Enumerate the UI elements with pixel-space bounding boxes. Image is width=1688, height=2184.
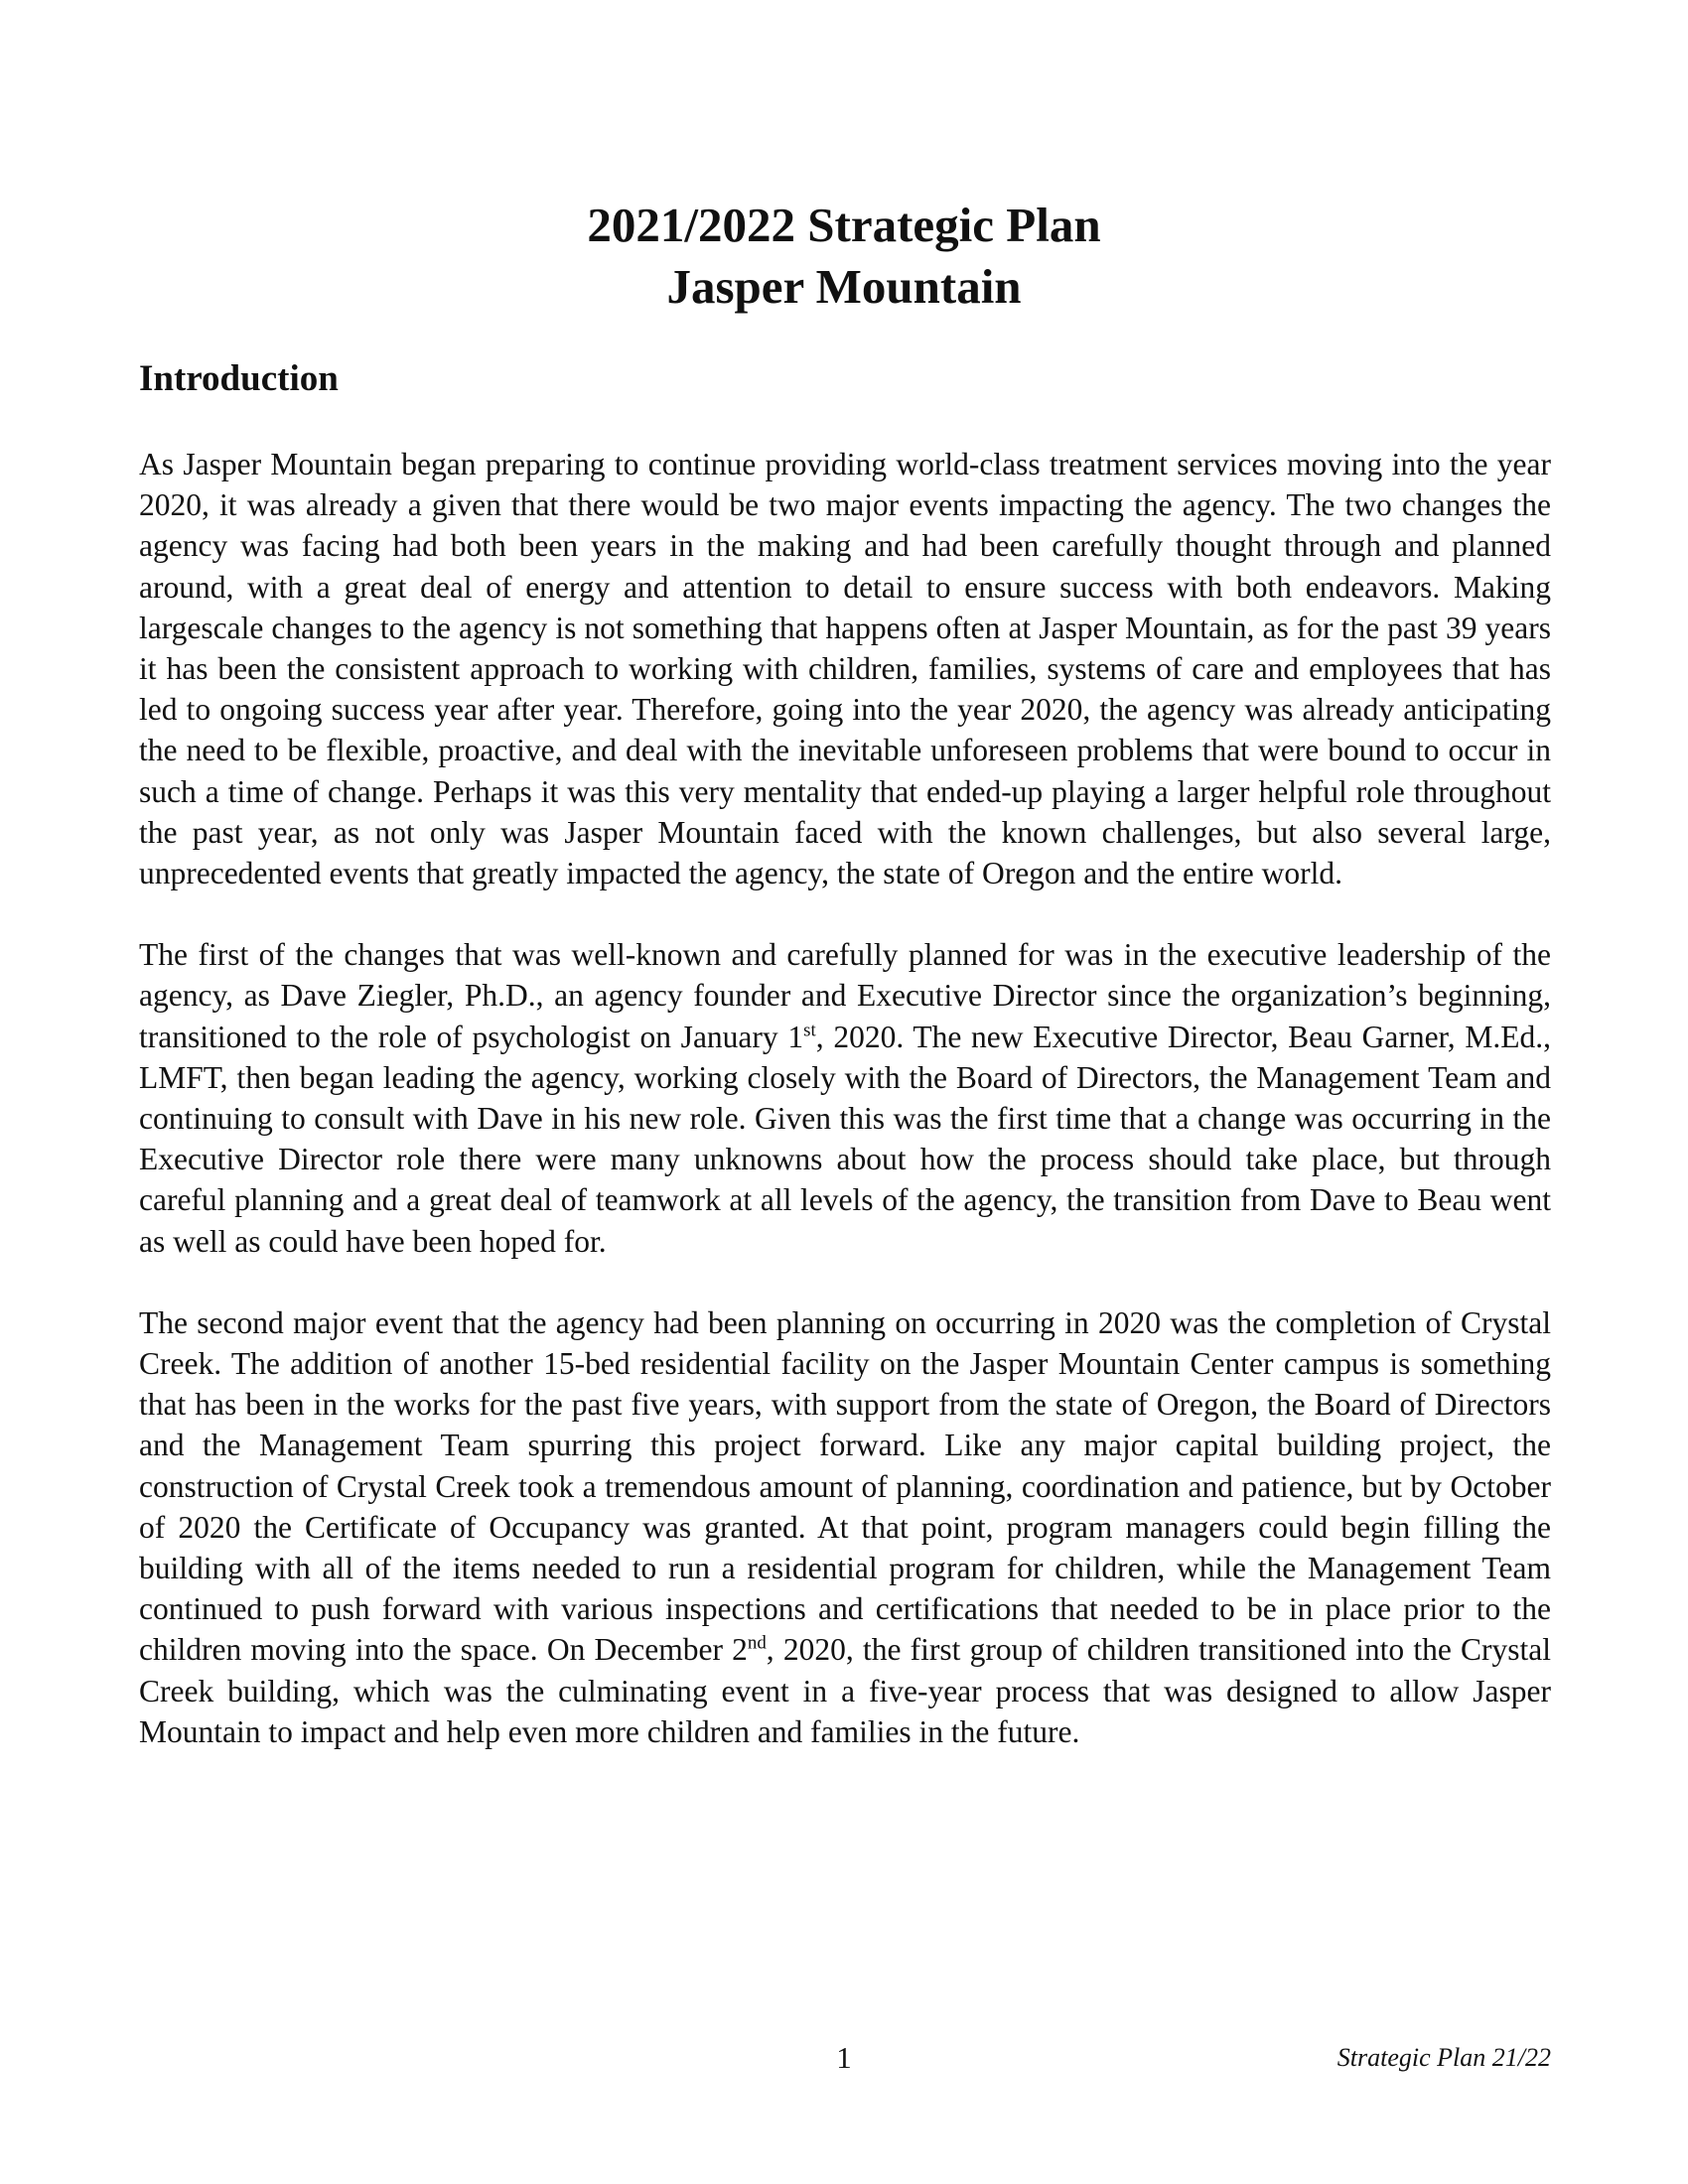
document-title — [0, 195, 1688, 318]
paragraph-3-text-part-1: The second major event that the agency had been planning on occurring in 2020 was the completion of Crystal Creek. The addition of another 15-bed residential facility on the Jasper Mountain Center campus is something that has been in the works for the past five years, with support from the state of Oregon, the Board of Directors and the Management Team spurring this project forward. Like any major capital building project, the construction of Crystal Creek took a tremendous amount of planning, coordination and patience, but by October of 2020 the Certificate of Occupancy was granted. At that point, program managers could begin filling the building with all of the items needed to run a residential program for children, while the Management Team continued to push forward with various inspections and certifications that needed to be in place prior to the children moving into the space. On December 2 — [139, 1304, 1551, 1668]
paragraph-1 — [139, 444, 1551, 893]
paragraph-2 — [139, 934, 1551, 1262]
paragraph-3 — [139, 1302, 1551, 1752]
paragraph-1-text: As Jasper Mountain began preparing to continue providing world-class treatment services moving into the year 2020, it was already a given that there would be two major events impacting the agency. The two changes the agency was facing had both been years in the making and had been carefully thought through and planned around, with a great deal of energy and attention to detail to ensure success with both endeavors. Making largescale changes to the agency is not something that happens often at Jasper Mountain, as for the past 39 years it has been the consistent approach to working with children, families, systems of care and employees that has led to ongoing success year after year. Therefore, going into the year 2020, the agency was already anticipating the need to be flexible, proactive, and deal with the inevitable unforeseen problems that were bound to occur in such a time of change. Perhaps it was this very mentality that ended-up playing a larger helpful role throughout the past year, as not only was Jasper Mountain faced with the known challenges, but also several large, unprecedented events that greatly impacted the agency, the state of Oregon and the entire world. — [139, 447, 1551, 891]
paragraph-3-text-part-2: , 2020, the first group of children transitioned into the Crystal Creek building, which was the culminating event in a five-year process that was designed to allow Jasper Mountain to impact and help even more children and families in the future. — [139, 1632, 1551, 1749]
running-footer: Strategic Plan 21/22 — [1336, 2043, 1551, 2072]
page-number: 1 — [836, 2040, 852, 2075]
paragraph-2-text-part-2: , 2020. The new Executive Director, Beau Garner, M.Ed., LMFT, then began leading the agency, working closely with the Board of Directors, the Management Team and continuing to consult with Dave in his new role. Given this was the first time that a change was occurring in the Executive Director role there were many unknowns about how the process should take place, but through careful planning and a great deal of teamwork at all levels of the agency, the transition from Dave to Beau went as well as could have been hoped for. — [139, 1019, 1551, 1259]
section-heading-introduction: Introduction — [139, 358, 339, 399]
title-line-2: Jasper Mountain — [666, 259, 1022, 314]
ordinal-suffix-st: st — [803, 1020, 816, 1041]
title-line-1: 2021/2022 Strategic Plan — [587, 198, 1101, 252]
body-text — [139, 444, 1551, 1793]
paragraph-2-text-part-1: The first of the changes that was well-known and carefully planned for was in the executive leadership of the agency, as Dave Ziegler, Ph.D., an agency founder and Executive Director since the organization’s beginning, transitioned to the role of psychologist on January 1 — [139, 937, 1551, 1054]
ordinal-suffix-nd: nd — [747, 1632, 767, 1654]
